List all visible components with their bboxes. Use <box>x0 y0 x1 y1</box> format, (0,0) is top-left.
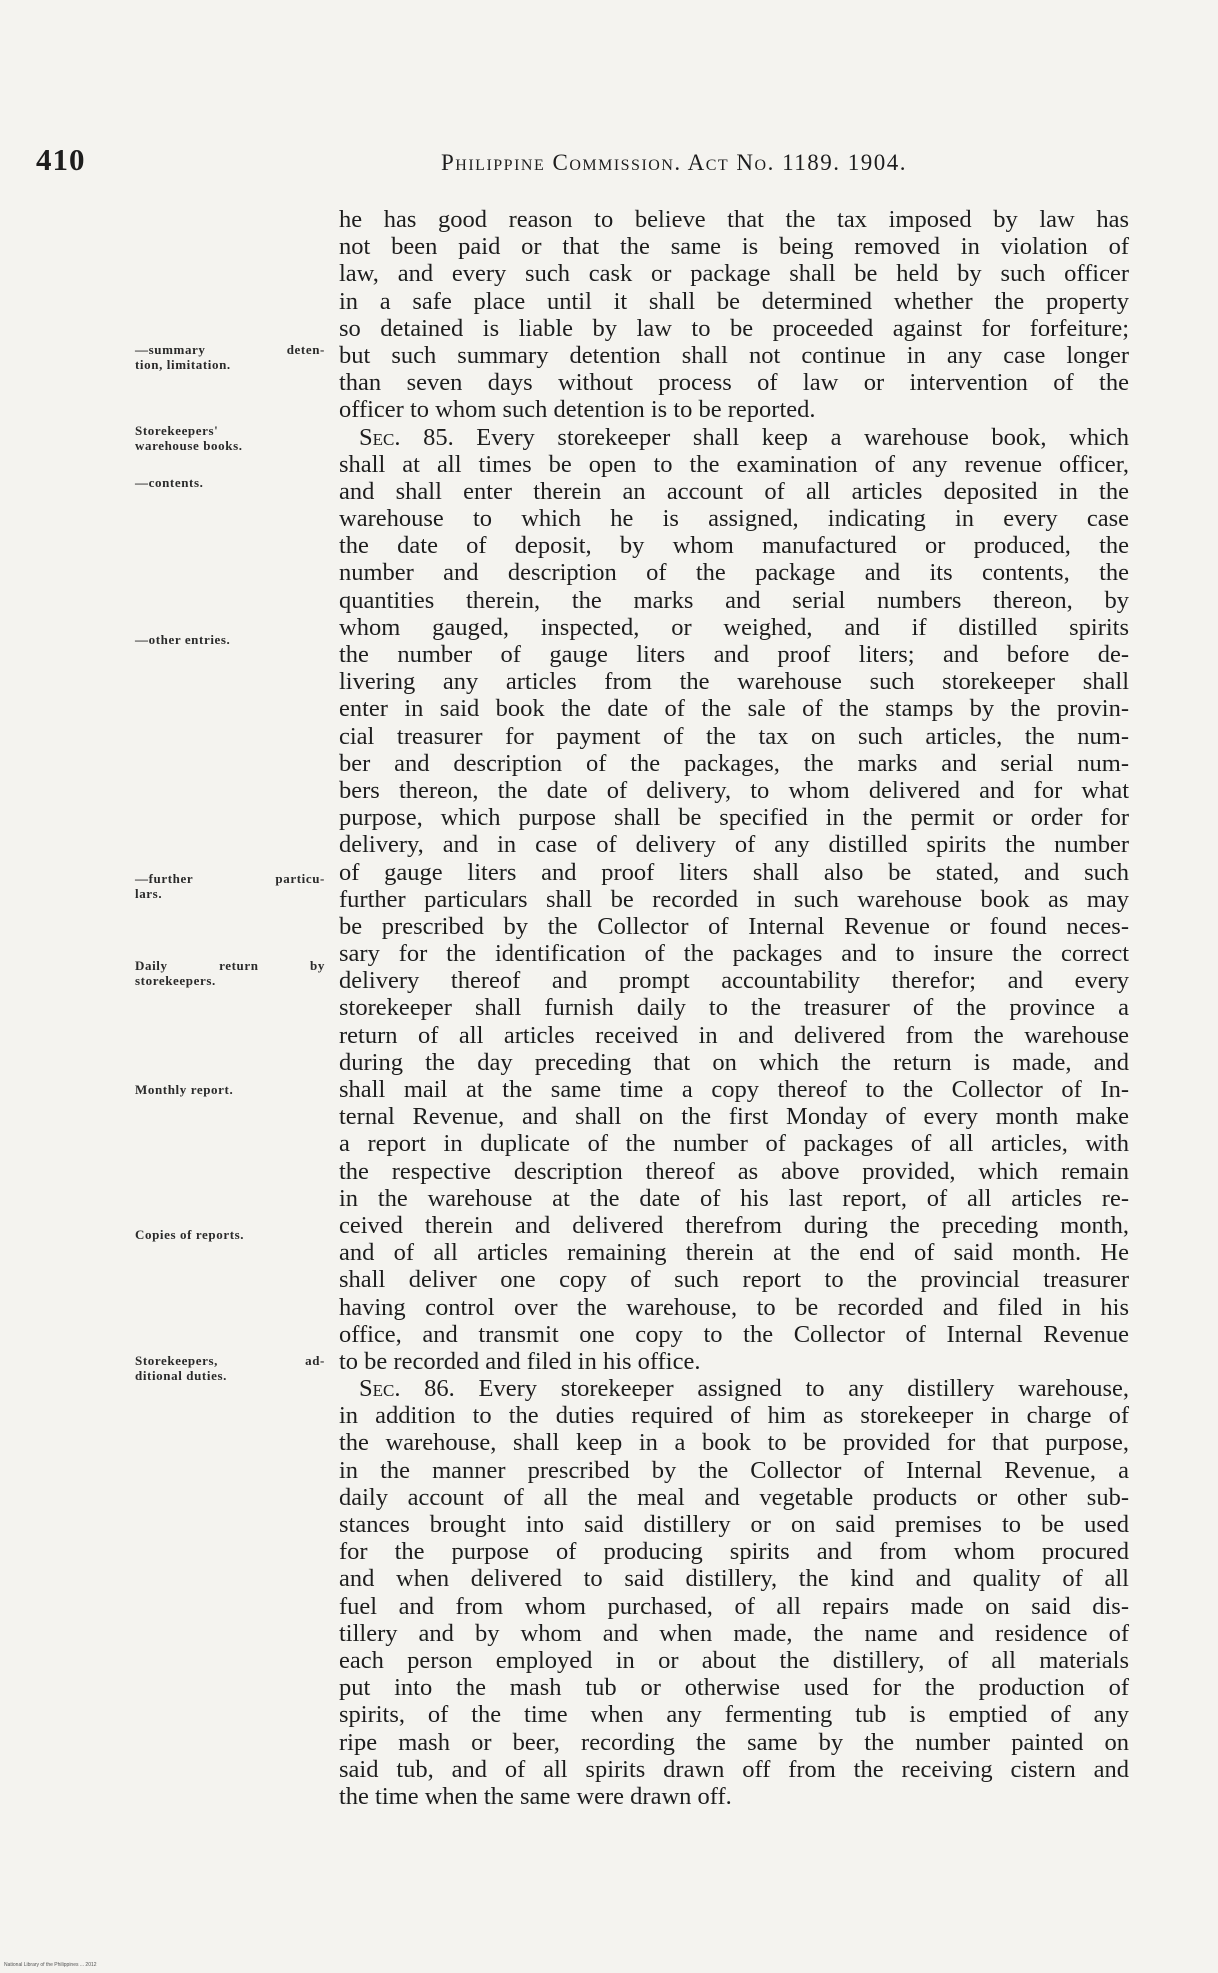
body-line: ripe mash or beer, recording the same by the number painted on <box>339 1728 1129 1756</box>
body-line: spirits, of the time when any fermenting tub is emptied of any <box>339 1701 1129 1729</box>
body-line: stances brought into said distillery or on said premises to be used <box>339 1511 1129 1538</box>
body-line: quantities therein, the marks and serial numbers thereon, by <box>339 586 1129 614</box>
section-85-first-line: Sec. 85. Every storekeeper shall keep a warehouse book, which <box>359 423 1129 451</box>
body-line: during the day preceding that on which the return is made, and <box>339 1048 1129 1076</box>
body-line: and when delivered to said distillery, the kind and quality of all <box>339 1565 1129 1593</box>
body-line: number and description of the package and its contents, the <box>339 559 1129 587</box>
body-line: the date of deposit, by whom manufactured or produced, the <box>339 532 1129 560</box>
margin-note-copies-of-reports: Copies of reports. <box>135 1227 245 1242</box>
body-line: ceived therein and delivered therefrom during the preceding month, <box>339 1211 1129 1239</box>
body-line: not been paid or that the same is being removed in violation of <box>339 233 1129 261</box>
body-line: in addition to the duties required of him as storekeeper in charge of <box>339 1402 1129 1430</box>
body-line: in the warehouse at the date of his last report, of all articles re- <box>339 1184 1129 1212</box>
body-line: each person employed in or about the distillery, of all materials <box>339 1646 1129 1674</box>
body-line: having control over the warehouse, to be recorded and filed in his <box>339 1293 1129 1321</box>
body-line: the respective description thereof as above provided, which remain <box>339 1157 1129 1185</box>
body-line: fuel and from whom purchased, of all repairs made on said dis- <box>339 1592 1129 1620</box>
body-line: put into the mash tub or otherwise used for the production of <box>339 1674 1129 1702</box>
margin-note-further-particulars: —further particu- lars. <box>135 871 325 901</box>
body-line: ber and description of the packages, the marks and serial num- <box>339 749 1129 777</box>
body-line: cial treasurer for payment of the tax on such articles, the num- <box>339 722 1129 750</box>
body-line: than seven days without process of law or intervention of the <box>339 369 1129 397</box>
margin-note-daily-return: Daily return by storekeepers. <box>135 958 325 988</box>
section-85-heading: Sec. 85. <box>359 423 454 451</box>
body-line: enter in said book the date of the sale of the stamps by the provin- <box>339 695 1129 723</box>
body-line: be prescribed by the Collector of Internal Revenue or found neces- <box>339 912 1129 940</box>
body-line: said tub, and of all spirits drawn off from the receiving cistern and <box>339 1755 1129 1783</box>
footer-credit: National Library of the Philippines ... 2012 <box>4 1962 97 1968</box>
margin-note-other-entries: —other entries. <box>135 632 231 647</box>
body-line: but such summary detention shall not continue in any case longer <box>339 341 1129 369</box>
margin-note-storekeepers-books: Storekeepers' warehouse books. <box>135 423 243 453</box>
body-line: purpose, which purpose shall be specified in the permit or order for <box>339 804 1129 832</box>
margin-note-contents: —contents. <box>135 475 204 490</box>
body-line: to be recorded and filed in his office. <box>339 1347 701 1375</box>
body-line: ternal Revenue, and shall on the first Monday of every month make <box>339 1103 1129 1131</box>
body-line: whom gauged, inspected, or weighed, and if distilled spirits <box>339 613 1129 641</box>
page-number: 410 <box>36 142 86 177</box>
body-line: law, and every such cask or package shall be held by such officer <box>339 260 1129 288</box>
body-line: for the purpose of producing spirits and from whom procured <box>339 1538 1129 1566</box>
body-line: and shall enter therein an account of all articles deposited in the <box>339 477 1129 505</box>
body-line: storekeeper shall furnish daily to the treasurer of the province a <box>339 994 1129 1022</box>
body-line: the time when the same were drawn off. <box>339 1782 732 1810</box>
body-text <box>339 206 1129 1810</box>
body-line: tillery and by whom and when made, the name and residence of <box>339 1619 1129 1647</box>
body-line: office, and transmit one copy to the Collector of Internal Revenue <box>339 1320 1129 1348</box>
body-line: in the manner prescribed by the Collector of Internal Revenue, a <box>339 1456 1129 1484</box>
body-line: officer to whom such detention is to be reported. <box>339 396 816 424</box>
body-line: daily account of all the meal and vegetable products or other sub- <box>339 1483 1129 1511</box>
body-line: warehouse to which he is assigned, indicating in every case <box>339 505 1129 533</box>
section-86-heading: Sec. 86. <box>359 1375 455 1403</box>
body-line: sary for the identification of the packages and to insure the correct <box>339 940 1129 968</box>
body-line: in a safe place until it shall be determined whether the property <box>339 287 1129 315</box>
body-line: livering any articles from the warehouse such storekeeper shall <box>339 668 1129 696</box>
body-line: shall mail at the same time a copy thereof to the Collector of In- <box>339 1076 1129 1103</box>
body-line: and of all articles remaining therein at the end of said month. He <box>339 1239 1129 1267</box>
body-line: bers thereon, the date of delivery, to whom delivered and for what <box>339 776 1129 804</box>
body-line: delivery, and in case of delivery of any distilled spirits the number <box>339 831 1129 859</box>
running-head: Philippine Commission. Act No. 1189. 1904. <box>441 150 907 175</box>
body-line: a report in duplicate of the number of packages of all articles, with <box>339 1130 1129 1158</box>
body-line: delivery thereof and prompt accountability therefor; and every <box>339 967 1129 995</box>
section-86-first-line: Sec. 86. Every storekeeper assigned to any distillery warehouse, <box>359 1375 1129 1403</box>
body-line: return of all articles received in and delivered from the warehouse <box>339 1021 1129 1049</box>
body-line: shall deliver one copy of such report to the provincial treasurer <box>339 1266 1129 1294</box>
margin-note-monthly-report: Monthly report. <box>135 1082 234 1097</box>
margin-note-summary-detention: —summary deten- tion, limitation. <box>135 342 325 372</box>
body-line: shall at all times be open to the examination of any revenue officer, <box>339 450 1129 478</box>
body-line: so detained is liable by law to be proceeded against for forfeiture; <box>339 314 1129 342</box>
body-line: of gauge liters and proof liters shall also be stated, and such <box>339 858 1129 886</box>
body-line: he has good reason to believe that the tax imposed by law has <box>339 206 1129 233</box>
body-line: further particulars shall be recorded in such warehouse book as may <box>339 885 1129 913</box>
body-line: the warehouse, shall keep in a book to be provided for that purpose, <box>339 1429 1129 1457</box>
body-line: the number of gauge liters and proof liters; and before de- <box>339 641 1129 668</box>
margin-note-additional-duties: Storekeepers, ad- ditional duties. <box>135 1353 325 1383</box>
